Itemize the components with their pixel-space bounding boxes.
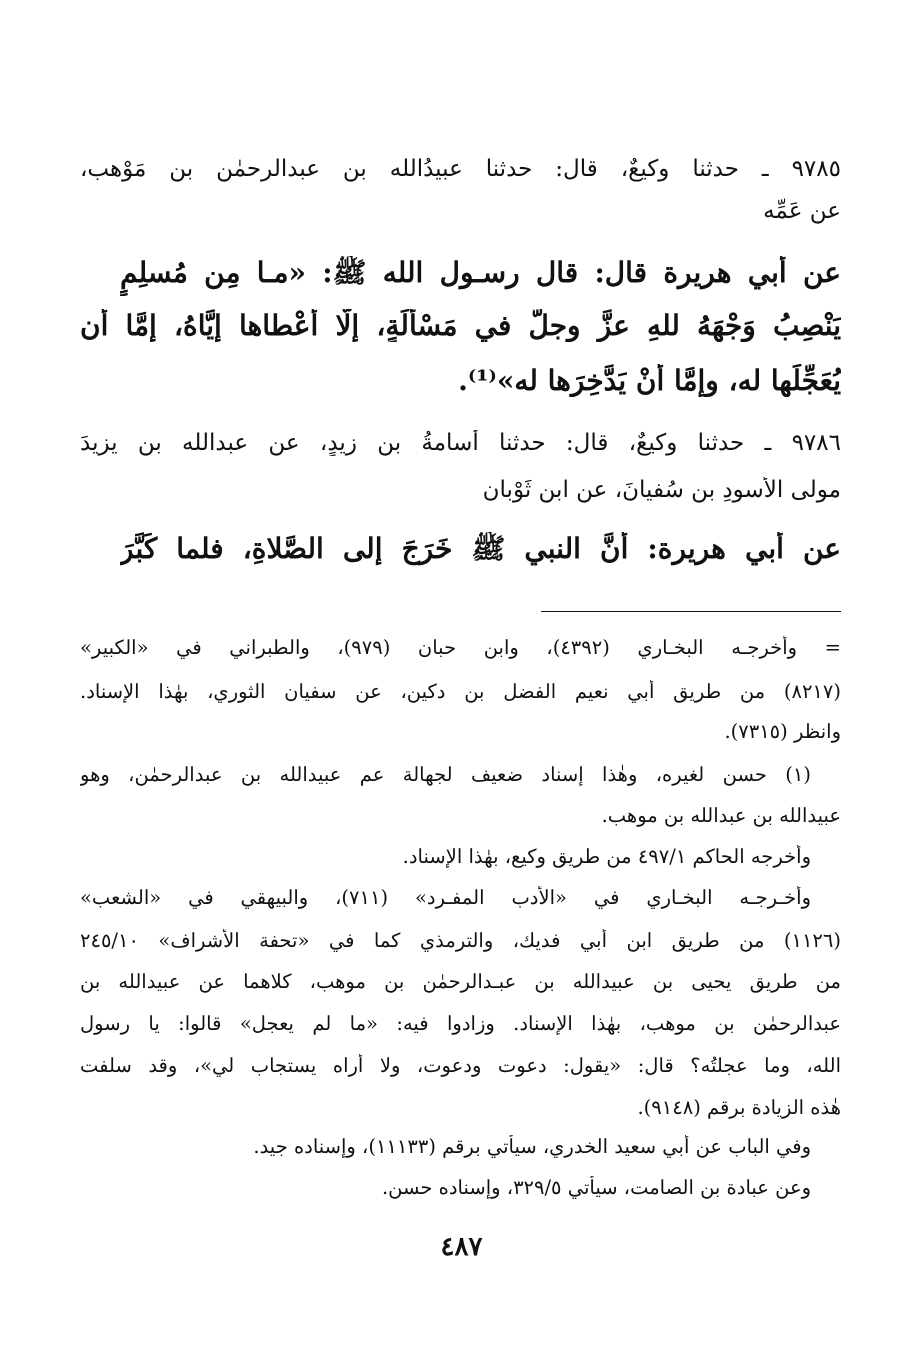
footnote-1-line-7: عبدالرحمٰن بن موهب، بهٰذا الإسناد. وزادوا فيه: «ما لم يعجل» قالوا: يا رسول xyxy=(80,1012,841,1035)
footnote-1-line-2: عبيدالله بن عبدالله بن موهب. xyxy=(601,804,841,827)
footnote-continuation-line-1: = وأخرجـه البخـاري (٤٣٩٢)، وابن حبان (٩٧٩)، والطبراني في «الكبير» xyxy=(80,636,841,659)
footnote-1-line-8: الله، وما عجلتُه؟ قال: «يقول: دعوت ودعوت، ولا أُراه يستجاب لي»، وقد سلفت xyxy=(80,1054,841,1077)
page-number: ٤٨٧ xyxy=(440,1232,483,1262)
hadith-9785-isnad-line-2: عن عَمِّه xyxy=(763,198,841,224)
footnote-1-line-10: وفي الباب عن أبي سعيد الخدري، سيأتي برقم (١١١٣٣)، وإسناده جيد. xyxy=(253,1135,811,1158)
hadith-9785-matn-line-2: يَنْصِبُ وَجْهَهُ للهِ عزَّ وجلَّ في مَسْألَةٍ، إلَّا أَعْطاها إيَّاهُ، إمَّا أن xyxy=(80,309,841,342)
hadith-9786-matn-line-1: عن أبي هريرة: أنَّ النبي ﷺ خَرَجَ إلى الصَّلاةِ، فلما كَبَّرَ xyxy=(120,532,841,565)
footnote-1-line-5: (١١٢٦) من طريق ابن أبي فديك، والترمذي كما في «تحفة الأشراف» ٢٤٥/١٠ xyxy=(80,929,841,952)
footnote-1-line-1: (١) حسن لغيره، وهٰذا إسناد ضعيف لجهالة عم عبيدالله بن عبدالرحمٰن، وهو xyxy=(80,763,811,786)
hadith-9785-isnad-line-1: ٩٧٨٥ ـ حدثنا وكيعٌ، قال: حدثنا عبيدُالله بن عبدالرحمٰن بن مَوْهب، xyxy=(80,156,841,182)
hadith-9785-matn-line-3: يُعَجِّلَها له، وإمَّا أَنْ يَدَّخِرَها له»⁽¹⁾. xyxy=(458,364,841,397)
footnote-continuation-line-2: (٨٢١٧) من طريق أبي نعيم الفضل بن دكين، عن سفيان الثوري، بهٰذا الإسناد. xyxy=(80,680,841,703)
hadith-9785-matn-line-1: عن أبي هريرة قال: قال رسـول الله ﷺ: «مـا مِن مُسلِمٍ xyxy=(120,256,841,289)
footnote-divider xyxy=(541,611,841,612)
hadith-9786-isnad-line-2: مولى الأسودِ بن سُفيانَ، عن ابن ثَوْبان xyxy=(482,477,841,503)
footnote-1-line-11: وعن عبادة بن الصامت، سيأتي ٣٢٩/٥، وإسناده حسن. xyxy=(381,1176,811,1199)
footnote-1-line-3: وأخرجه الحاكم ٤٩٧/١ من طريق وكيع، بهٰذا الإسناد. xyxy=(402,845,811,868)
footnote-1-line-6: من طريق يحيى بن عبيدالله بن عبـدالرحمٰن بن موهب، كلاهما عن عبيدالله بن xyxy=(80,970,841,993)
footnote-continuation-line-3: وانظر (٧٣١٥). xyxy=(724,720,841,743)
footnote-1-line-9: هٰذه الزيادة برقم (٩١٤٨). xyxy=(637,1096,841,1119)
hadith-9786-isnad-line-1: ٩٧٨٦ ـ حدثنا وكيعٌ، قال: حدثنا أسامةُ بن زيدٍ، عن عبدالله بن يزيدَ xyxy=(80,430,841,456)
footnote-1-line-4: وأخـرجـه البخـاري في «الأدب المفـرد» (٧١١)، والبيهقي في «الشعب» xyxy=(80,886,811,909)
